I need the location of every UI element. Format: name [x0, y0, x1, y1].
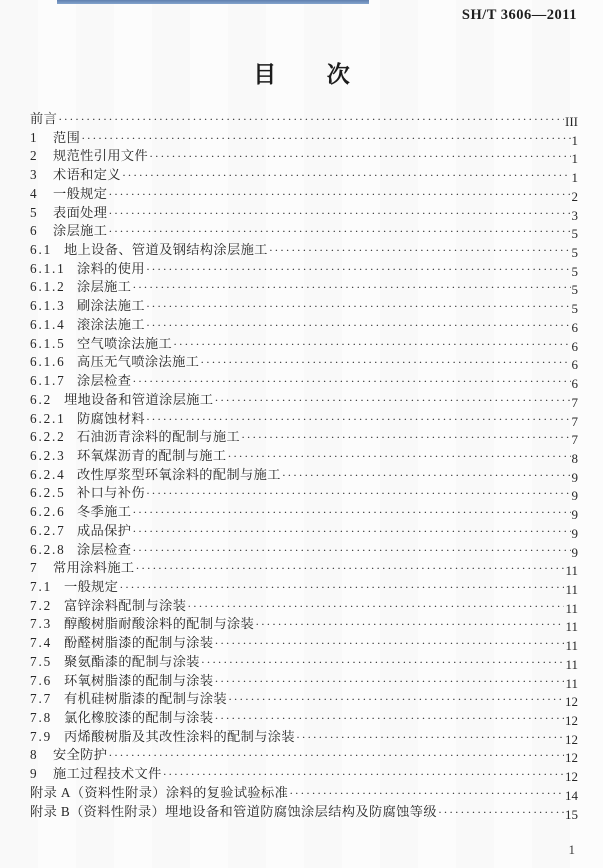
dot-leader — [214, 391, 570, 410]
page-title: 目次 — [253, 62, 401, 87]
toc-entry-page: 2 — [571, 188, 578, 204]
dot-leader — [146, 484, 571, 503]
toc-entry-number: 6.2.7 — [30, 522, 66, 538]
toc-entry — [30, 166, 578, 185]
toc-entry-number: 6.1.4 — [30, 316, 66, 332]
toc-entry-label: 前言 — [30, 111, 58, 126]
toc-entry — [30, 672, 578, 691]
toc-entry — [30, 147, 578, 166]
toc-entry-number: 6.2 — [30, 391, 53, 407]
toc-entry — [30, 260, 578, 279]
dot-leader — [146, 297, 571, 316]
toc-entry-page: 12 — [565, 713, 578, 728]
dot-leader — [438, 803, 564, 822]
toc-entry-number: 7.1 — [30, 578, 53, 594]
page-footer — [569, 842, 576, 858]
toc-entry-number: 7.9 — [30, 728, 53, 744]
toc-entry — [30, 222, 578, 241]
dot-leader — [81, 129, 570, 148]
toc-entry-label: 冬季施工 — [77, 504, 132, 520]
toc-entry-label: 刷涂法施工 — [77, 298, 145, 314]
toc-entry — [30, 110, 578, 129]
toc-entry — [30, 522, 578, 541]
toc-entry-page: 5 — [571, 226, 578, 242]
toc-entry-label: 丙烯酸树脂及其改性涂料的配制与涂装 — [64, 728, 295, 744]
toc-entry-label: 防腐蚀材料 — [77, 410, 145, 426]
toc-entry-number: 6.2.4 — [30, 466, 66, 482]
toc-entry-page: 5 — [571, 245, 578, 261]
toc-entry — [30, 241, 578, 260]
toc-entry-label: 埋地设备和管道涂层施工 — [64, 391, 214, 407]
toc-entry — [30, 428, 578, 447]
toc-entry-page: 11 — [565, 619, 578, 635]
toc-entry-label: 环氧煤沥青的配制与施工 — [77, 447, 227, 463]
toc-entry-label: 聚氨酯漆的配制与涂装 — [64, 653, 200, 669]
toc-entry-number: 7.5 — [30, 653, 53, 669]
toc-entry-page: 11 — [565, 638, 578, 654]
toc-entry-label: 高压无气喷涂法施工 — [77, 354, 200, 370]
dot-leader — [241, 428, 570, 447]
toc-entry-number: 6.2.6 — [30, 504, 66, 520]
dot-leader — [108, 204, 570, 223]
dot-leader — [132, 503, 570, 522]
toc-entry-label: 表面处理 — [53, 204, 108, 220]
toc-entry-page: 14 — [565, 787, 578, 803]
dot-leader — [289, 784, 564, 803]
toc-entry-page: 12 — [565, 694, 578, 710]
toc-entry-page: 3 — [571, 207, 578, 223]
toc-entry — [30, 765, 578, 784]
toc-entry-label: 改性厚浆型环氧涂料的配制与施工 — [77, 466, 281, 482]
toc-entry-number: 7 — [30, 560, 39, 576]
toc-entry-label: 空气喷涂法施工 — [77, 335, 173, 351]
toc-entry — [30, 484, 578, 503]
toc-entry-number: 7.2 — [30, 597, 53, 613]
dot-leader — [58, 110, 564, 129]
dot-leader — [282, 466, 571, 485]
toc-entry-label: 附录 B（资料性附录）埋地设备和管道防腐蚀涂层结构及防腐蚀等级 — [30, 803, 437, 819]
toc-entry-page: 5 — [571, 301, 578, 317]
toc-entry — [30, 335, 578, 354]
toc-entry-page: 12 — [565, 750, 578, 766]
toc-entry-page: 11 — [565, 581, 578, 597]
toc-entry-number: 1 — [30, 129, 39, 145]
toc-entry-label: 氯化橡胶漆的配制与涂装 — [64, 710, 214, 725]
dot-leader — [214, 634, 564, 653]
dot-leader — [227, 447, 570, 466]
toc-entry-label: 有机硅树脂漆的配制与涂装 — [64, 691, 228, 707]
toc-entry-page: 12 — [565, 769, 578, 785]
toc-entry-label: 酚醛树脂漆的配制与涂装 — [64, 635, 214, 651]
toc-entry — [30, 410, 578, 429]
toc-entry-number: 4 — [30, 185, 39, 201]
toc-entry-page: 9 — [571, 488, 578, 504]
toc-entry-label: 安全防护 — [53, 747, 108, 763]
toc-entry-page: 6 — [571, 338, 578, 354]
standard-number: SH/T 3606—2011 — [461, 7, 577, 23]
toc-entry-label: 涂层施工 — [53, 223, 108, 239]
toc-entry-label: 环氧树脂漆的配制与涂装 — [64, 672, 214, 688]
toc-entry-number: 2 — [30, 148, 39, 164]
toc-entry — [30, 615, 578, 634]
toc-entry — [30, 541, 578, 560]
toc-entry-number: 6.2.1 — [30, 410, 66, 426]
toc-entry — [30, 503, 578, 522]
toc-entry-number: 7.6 — [30, 672, 53, 688]
toc-entry-page: 1 — [571, 132, 578, 148]
toc-entry-page: 6 — [571, 376, 578, 392]
toc-entry-page: 5 — [571, 282, 578, 298]
toc-entry — [30, 690, 578, 709]
toc-entry-page: 15 — [565, 806, 578, 822]
dot-leader — [228, 690, 564, 709]
document-header — [0, 6, 577, 24]
toc-entry-number: 7.4 — [30, 635, 53, 651]
toc-entry-page: 7 — [571, 432, 578, 448]
toc-entry-label: 附录 A（资料性附录）涂料的复验试验标准 — [30, 784, 289, 800]
toc-entry — [30, 746, 578, 765]
toc-entry-label: 石油沥青涂料的配制与施工 — [77, 429, 241, 445]
toc-entry-label: 一般规定 — [64, 578, 119, 594]
toc-entry-label: 规范性引用文件 — [53, 148, 149, 164]
toc-entry — [30, 353, 578, 372]
table-of-contents — [30, 110, 578, 821]
dot-leader — [132, 372, 570, 391]
toc-entry-page: 12 — [565, 731, 578, 747]
toc-entry-number: 5 — [30, 204, 39, 220]
toc-entry-label: 醇酸树脂耐酸涂料的配制与涂装 — [64, 616, 255, 632]
toc-entry — [30, 709, 578, 728]
toc-entry-page: 7 — [571, 413, 578, 429]
toc-entry-page: 5 — [571, 263, 578, 279]
toc-entry — [30, 578, 578, 597]
toc-entry — [30, 316, 578, 335]
toc-entry-page: 6 — [571, 357, 578, 373]
toc-entry-page: 11 — [565, 563, 578, 579]
toc-entry-number: 6.1 — [30, 242, 53, 258]
toc-entry — [30, 129, 578, 148]
toc-entry-number: 6.1.5 — [30, 335, 66, 351]
toc-entry-page: 9 — [571, 525, 578, 541]
toc-entry — [30, 634, 578, 653]
toc-entry — [30, 278, 578, 297]
toc-entry — [30, 372, 578, 391]
dot-leader — [214, 672, 564, 691]
dot-leader — [122, 166, 571, 185]
toc-entry-page: 9 — [571, 469, 578, 485]
toc-entry-number: 6.2.2 — [30, 429, 66, 445]
dot-leader — [108, 222, 570, 241]
toc-entry — [30, 447, 578, 466]
toc-entry-label: 常用涂料施工 — [53, 560, 135, 576]
toc-entry — [30, 185, 578, 204]
toc-entry — [30, 391, 578, 410]
dot-leader — [146, 410, 571, 429]
dot-leader — [119, 578, 564, 597]
toc-entry-page: 1 — [571, 170, 578, 186]
toc-entry-number: 6.1.1 — [30, 260, 66, 276]
toc-entry-number: 6 — [30, 223, 39, 239]
toc-entry-number: 6.1.6 — [30, 354, 66, 370]
dot-leader — [269, 241, 571, 260]
toc-entry-label: 涂层施工 — [77, 279, 132, 295]
toc-entry-page: 11 — [565, 600, 578, 616]
dot-leader — [296, 728, 564, 747]
dot-leader — [149, 147, 570, 166]
dot-leader — [146, 260, 571, 279]
toc-entry — [30, 803, 578, 822]
toc-entry-number: 6.1.7 — [30, 373, 66, 389]
toc-entry-label: 滚涂法施工 — [77, 316, 145, 332]
dot-leader — [201, 653, 565, 672]
dot-leader — [108, 185, 570, 204]
toc-entry-number: 6.2.8 — [30, 541, 66, 557]
toc-entry-label: 富锌涂料配制与涂装 — [64, 597, 187, 613]
toc-entry-page: III — [565, 114, 578, 129]
dot-leader — [173, 335, 570, 354]
dot-leader — [146, 316, 571, 335]
toc-entry-page: 8 — [571, 450, 578, 466]
dot-leader — [108, 746, 564, 765]
toc-entry-label: 涂料的使用 — [77, 260, 145, 276]
dot-leader — [187, 597, 564, 616]
toc-entry-page: 11 — [565, 656, 578, 672]
toc-entry-label: 一般规定 — [53, 185, 108, 201]
toc-entry — [30, 204, 578, 223]
toc-entry-number: 7.8 — [30, 710, 53, 725]
toc-entry-label: 涂层检查 — [77, 373, 132, 389]
toc-entry-label: 范围 — [53, 129, 81, 145]
toc-entry-label: 成品保护 — [77, 522, 132, 538]
toc-entry-number: 7.7 — [30, 691, 53, 707]
dot-leader — [200, 353, 570, 372]
toc-entry-number: 8 — [30, 747, 39, 763]
toc-entry-number: 6.1.3 — [30, 298, 66, 314]
toc-entry — [30, 559, 578, 578]
toc-entry — [30, 297, 578, 316]
toc-entry-number: 9 — [30, 766, 39, 782]
toc-entry-number: 6.2.3 — [30, 447, 66, 463]
toc-entry-number: 3 — [30, 167, 39, 183]
toc-entry-number: 7.3 — [30, 616, 53, 632]
footer-page-number: 1 — [568, 842, 575, 857]
toc-entry — [30, 597, 578, 616]
toc-entry-page: 9 — [571, 544, 578, 560]
dot-leader — [163, 765, 564, 784]
dot-leader — [214, 709, 564, 728]
toc-entry-label: 施工过程技术文件 — [53, 766, 162, 782]
dot-leader — [132, 278, 570, 297]
toc-entry-number: 6.2.5 — [30, 485, 66, 501]
toc-entry — [30, 653, 578, 672]
toc-entry — [30, 466, 578, 485]
toc-entry-page: 6 — [571, 319, 578, 335]
toc-entry-page: 9 — [571, 507, 578, 523]
toc-entry-label: 补口与补伤 — [77, 485, 145, 501]
toc-entry-page: 7 — [571, 394, 578, 410]
toc-entry-label: 术语和定义 — [53, 167, 121, 183]
dot-leader — [136, 559, 565, 578]
toc-entry-label: 地上设备、管道及钢结构涂层施工 — [64, 242, 268, 258]
toc-entry — [30, 784, 578, 803]
toc-entry-label: 涂层检查 — [77, 541, 132, 557]
toc-entry-page: 1 — [571, 151, 578, 167]
dot-leader — [255, 615, 564, 634]
toc-entry-number: 6.1.2 — [30, 279, 66, 295]
toc-entry-page: 11 — [565, 675, 578, 691]
toc-entry — [30, 728, 578, 747]
dot-leader — [132, 541, 570, 560]
scan-artifact-bar — [57, 0, 369, 4]
dot-leader — [132, 522, 570, 541]
